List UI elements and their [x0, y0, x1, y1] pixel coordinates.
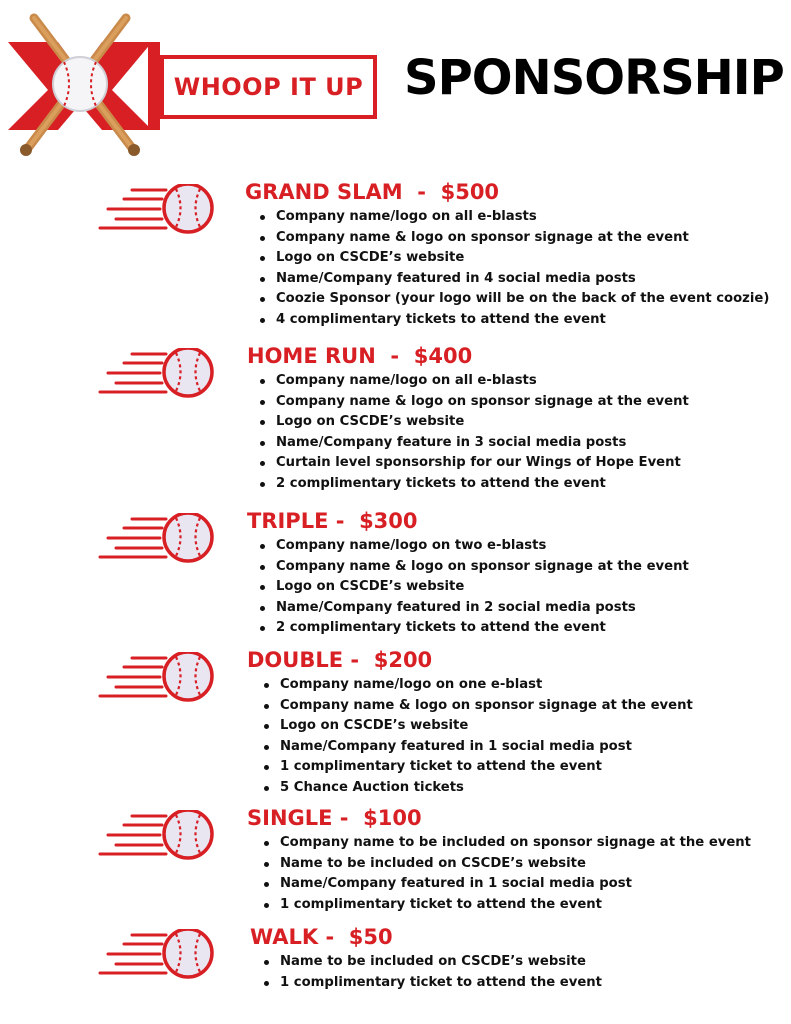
- list-item: 1 complimentary ticket to attend the event: [261, 895, 751, 916]
- perk-list: [261, 675, 693, 799]
- tier-title: TRIPLE - $300: [247, 509, 418, 533]
- tier-title: WALK - $50: [250, 925, 393, 949]
- list-item: Company name & logo on sponsor signage at the event: [257, 228, 769, 249]
- list-item: 5 Chance Auction tickets: [261, 778, 693, 799]
- baseball-speed-icon: [96, 348, 216, 408]
- list-item: 1 complimentary ticket to attend the event: [261, 757, 693, 778]
- list-item: Logo on CSCDE’s website: [257, 248, 769, 269]
- tier-title: SINGLE - $100: [247, 806, 422, 830]
- perk-list: [257, 207, 769, 331]
- logo-text: WHOOP IT UP: [173, 73, 364, 101]
- list-item: Name/Company featured in 2 social media posts: [257, 598, 689, 619]
- baseball-speed-icon: [96, 184, 216, 244]
- list-item: Coozie Sponsor (your logo will be on the back of the event coozie): [257, 289, 769, 310]
- page-title: SPONSORSHIP: [404, 50, 784, 106]
- perk-list: [257, 371, 689, 495]
- list-item: Logo on CSCDE’s website: [261, 716, 693, 737]
- baseball-speed-icon: [96, 652, 216, 712]
- baseball-speed-icon: [96, 929, 216, 989]
- perk-list: [261, 833, 751, 915]
- tier-title: GRAND SLAM - $500: [245, 180, 500, 204]
- list-item: Logo on CSCDE’s website: [257, 577, 689, 598]
- baseball-speed-icon: [96, 513, 216, 573]
- crossed-bats-baseball-icon: [0, 0, 160, 160]
- list-item: Company name & logo on sponsor signage at the event: [261, 696, 693, 717]
- list-item: Company name/logo on all e-blasts: [257, 207, 769, 228]
- page-header: [0, 0, 791, 160]
- list-item: Name/Company featured in 1 social media post: [261, 737, 693, 758]
- list-item: 2 complimentary tickets to attend the event: [257, 474, 689, 495]
- list-item: Company name & logo on sponsor signage at the event: [257, 392, 689, 413]
- baseball-speed-icon: [96, 810, 216, 870]
- list-item: Company name/logo on all e-blasts: [257, 371, 689, 392]
- list-item: Name/Company featured in 1 social media post: [261, 874, 751, 895]
- list-item: Company name to be included on sponsor signage at the event: [261, 833, 751, 854]
- list-item: Company name & logo on sponsor signage at the event: [257, 557, 689, 578]
- list-item: Company name/logo on two e-blasts: [257, 536, 689, 557]
- list-item: 4 complimentary tickets to attend the event: [257, 310, 769, 331]
- list-item: Curtain level sponsorship for our Wings of Hope Event: [257, 453, 689, 474]
- list-item: 2 complimentary tickets to attend the event: [257, 618, 689, 639]
- tier-title: HOME RUN - $400: [247, 344, 473, 368]
- list-item: 1 complimentary ticket to attend the event: [261, 973, 602, 994]
- perk-list: [261, 952, 602, 993]
- perk-list: [257, 536, 689, 639]
- list-item: Name to be included on CSCDE’s website: [261, 952, 602, 973]
- list-item: Name/Company featured in 4 social media posts: [257, 269, 769, 290]
- list-item: Logo on CSCDE’s website: [257, 412, 689, 433]
- tier-title: DOUBLE - $200: [247, 648, 433, 672]
- list-item: Name/Company feature in 3 social media posts: [257, 433, 689, 454]
- logo-box: [160, 55, 377, 119]
- list-item: Name to be included on CSCDE’s website: [261, 854, 751, 875]
- list-item: Company name/logo on one e-blast: [261, 675, 693, 696]
